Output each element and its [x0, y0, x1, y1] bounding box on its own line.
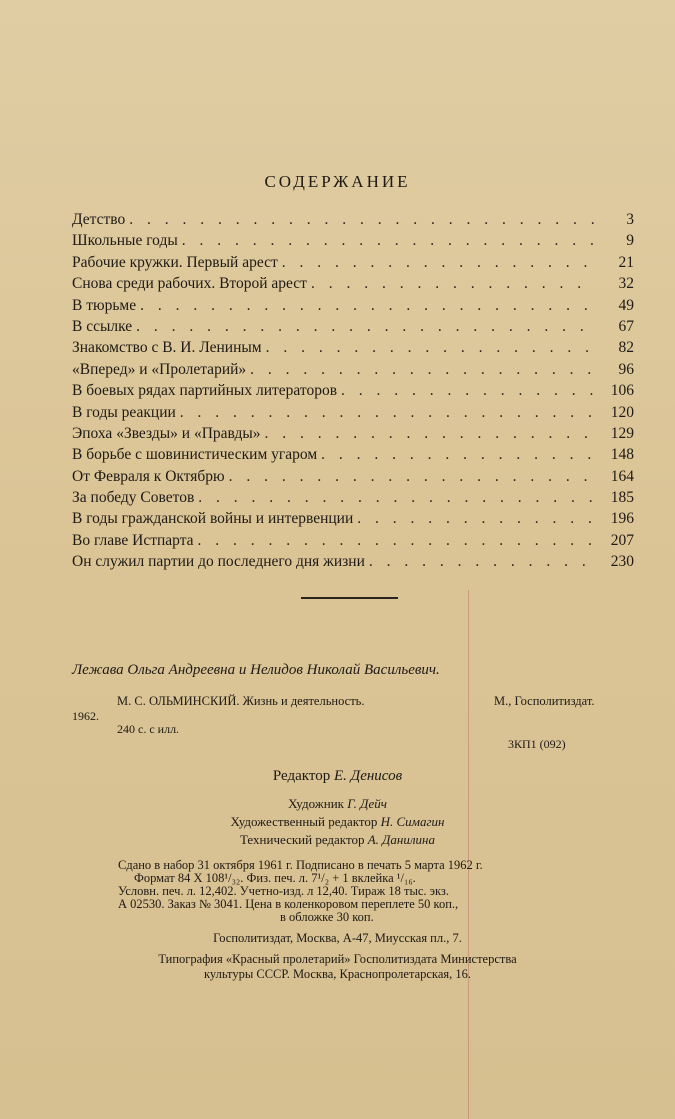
toc-entry-page: 3	[626, 211, 634, 228]
toc-leader-dots	[321, 444, 594, 465]
toc-entry-title: Рабочие кружки. Первый арест	[72, 253, 278, 271]
toc-leader-dots	[198, 530, 594, 551]
toc-entry-title: За победу Советов	[72, 489, 195, 507]
toc-entry	[72, 295, 634, 316]
toc-entry-page: 148	[610, 446, 634, 464]
toc-entry-page: 185	[610, 489, 634, 507]
toc-leader-dots	[369, 551, 594, 572]
toc-entry-title: Снова среди рабочих. Второй арест	[72, 275, 307, 293]
credit-editor-label: Редактор	[272, 768, 331, 784]
toc-entry-title: Он служил партии до последнего дня жизни	[72, 553, 365, 571]
toc-heading: СОДЕРЖАНИЕ	[264, 172, 411, 191]
toc-entry-title: Во главе Истпарта	[72, 531, 194, 549]
toc-entry-title: В годы гражданской войны и интервенции	[72, 510, 354, 528]
credit-artist-name: Г. Дейч	[347, 796, 387, 811]
toc-list	[72, 209, 634, 573]
toc-entry-title: От Февраля к Октябрю	[72, 467, 225, 485]
toc-entry-page: 32	[618, 275, 634, 293]
credit-artist-label: Художник	[288, 796, 344, 811]
toc-entry	[72, 487, 634, 508]
toc-leader-dots	[265, 423, 595, 444]
toc-entry-page: 82	[618, 339, 634, 357]
toc-entry	[72, 273, 634, 294]
toc-leader-dots	[229, 466, 594, 487]
printer-line: Типография «Красный пролетарий» Госполитиздата Министерства	[158, 952, 517, 966]
toc-leader-dots	[250, 359, 594, 380]
toc-leader-dots	[129, 209, 594, 230]
toc-leader-dots	[311, 273, 594, 294]
toc-entry-page: 196	[610, 510, 634, 528]
bibliographic-publisher: М., Госполитиздат.	[494, 694, 595, 708]
toc-leader-dots	[136, 316, 594, 337]
toc-entry-page: 21	[618, 253, 634, 271]
toc-entry-page: 129	[610, 424, 634, 442]
toc-entry	[72, 444, 634, 465]
imprint-line: Условн. печ. л. 12,402. Учетно-изд. л 12,40. Тираж 18 тыс. экз.	[118, 884, 449, 898]
imprint-line: Формат 84 X 108¹/₃₂. Физ. печ. л. 7¹/₂ + 1 вклейка ¹/₁₆.	[134, 871, 416, 885]
section-divider	[301, 597, 398, 599]
toc-leader-dots	[198, 487, 594, 508]
toc-entry	[72, 337, 634, 358]
credit-tech-editor-label: Технический редактор	[239, 832, 365, 847]
toc-entry	[72, 530, 634, 551]
imprint-line: в обложке 30 коп.	[280, 910, 374, 924]
credit-tech-editor-name: А. Данилина	[367, 832, 435, 847]
toc-entry-title: Эпоха «Звезды» и «Правды»	[72, 424, 261, 442]
toc-entry-page: 106	[610, 382, 634, 400]
toc-entry	[72, 252, 634, 273]
toc-entry-title: Знакомство с В. И. Лениным	[72, 339, 262, 357]
toc-entry-title: Детство	[72, 211, 126, 228]
toc-entry-page: 67	[618, 317, 634, 335]
imprint-line: А 02530. Заказ № 3041. Цена в коленкоровом переплете 50 коп.,	[118, 897, 459, 911]
toc-leader-dots	[282, 252, 594, 273]
credit-editor-name: Е. Денисов	[333, 768, 403, 784]
toc-leader-dots	[357, 508, 594, 529]
bibliographic-year: 1962.	[72, 709, 99, 723]
toc-entry-title: В борьбе с шовинистическим угаром	[72, 446, 318, 464]
toc-entry-page: 9	[626, 232, 634, 250]
credit-editor	[0, 768, 675, 785]
classification-code: 3КП1 (092)	[508, 737, 566, 751]
toc-leader-dots	[182, 230, 594, 251]
bibliographic-pages: 240 с. с илл.	[117, 722, 180, 736]
toc-entry	[72, 359, 634, 380]
printer-line: культуры СССР. Москва, Краснопролетарская, 16.	[203, 967, 471, 981]
toc-entry-page: 49	[618, 296, 634, 314]
toc-entry-page: 96	[618, 360, 634, 378]
credit-tech-editor	[0, 832, 675, 848]
credit-art-editor-label: Художественный редактор	[230, 814, 378, 829]
toc-entry-title: В боевых рядах партийных литераторов	[72, 382, 338, 400]
toc-entry	[72, 380, 634, 401]
toc-leader-dots	[140, 295, 594, 316]
toc-entry	[72, 423, 634, 444]
toc-entry-title: В ссылке	[72, 317, 133, 335]
credit-art-editor-name: Н. Симагин	[380, 814, 445, 829]
toc-entry	[72, 209, 634, 230]
bibliographic-authors: Лежава Ольга Андреевна и Нелидов Николай Васильевич.	[72, 662, 440, 678]
toc-entry-page: 230	[610, 553, 634, 571]
toc-entry	[72, 402, 634, 423]
toc-entry-page: 207	[610, 531, 634, 549]
toc-entry	[72, 508, 634, 529]
toc-entry-page: 164	[610, 467, 634, 485]
toc-entry-title: В тюрьме	[72, 296, 137, 314]
toc-leader-dots	[341, 380, 594, 401]
credit-artist	[0, 796, 675, 812]
toc-entry	[72, 551, 634, 572]
imprint-line: Сдано в набор 31 октября 1961 г. Подписано в печать 5 марта 1962 г.	[118, 858, 483, 872]
toc-entry-title: «Вперед» и «Пролетарий»	[72, 360, 247, 378]
toc-leader-dots	[266, 337, 594, 358]
toc-entry-page: 120	[610, 403, 634, 421]
toc-entry	[72, 316, 634, 337]
toc-leader-dots	[180, 402, 594, 423]
toc-entry	[72, 466, 634, 487]
toc-entry-title: Школьные годы	[72, 232, 178, 250]
toc-entry-title: В годы реакции	[72, 403, 176, 421]
toc-entry	[72, 230, 634, 251]
bibliographic-title: М. С. ОЛЬМИНСКИЙ. Жизнь и деятельность.	[117, 694, 365, 708]
credit-art-editor	[0, 814, 675, 830]
publisher-address: Госполитиздат, Москва, А-47, Миусская пл., 7.	[213, 931, 462, 945]
